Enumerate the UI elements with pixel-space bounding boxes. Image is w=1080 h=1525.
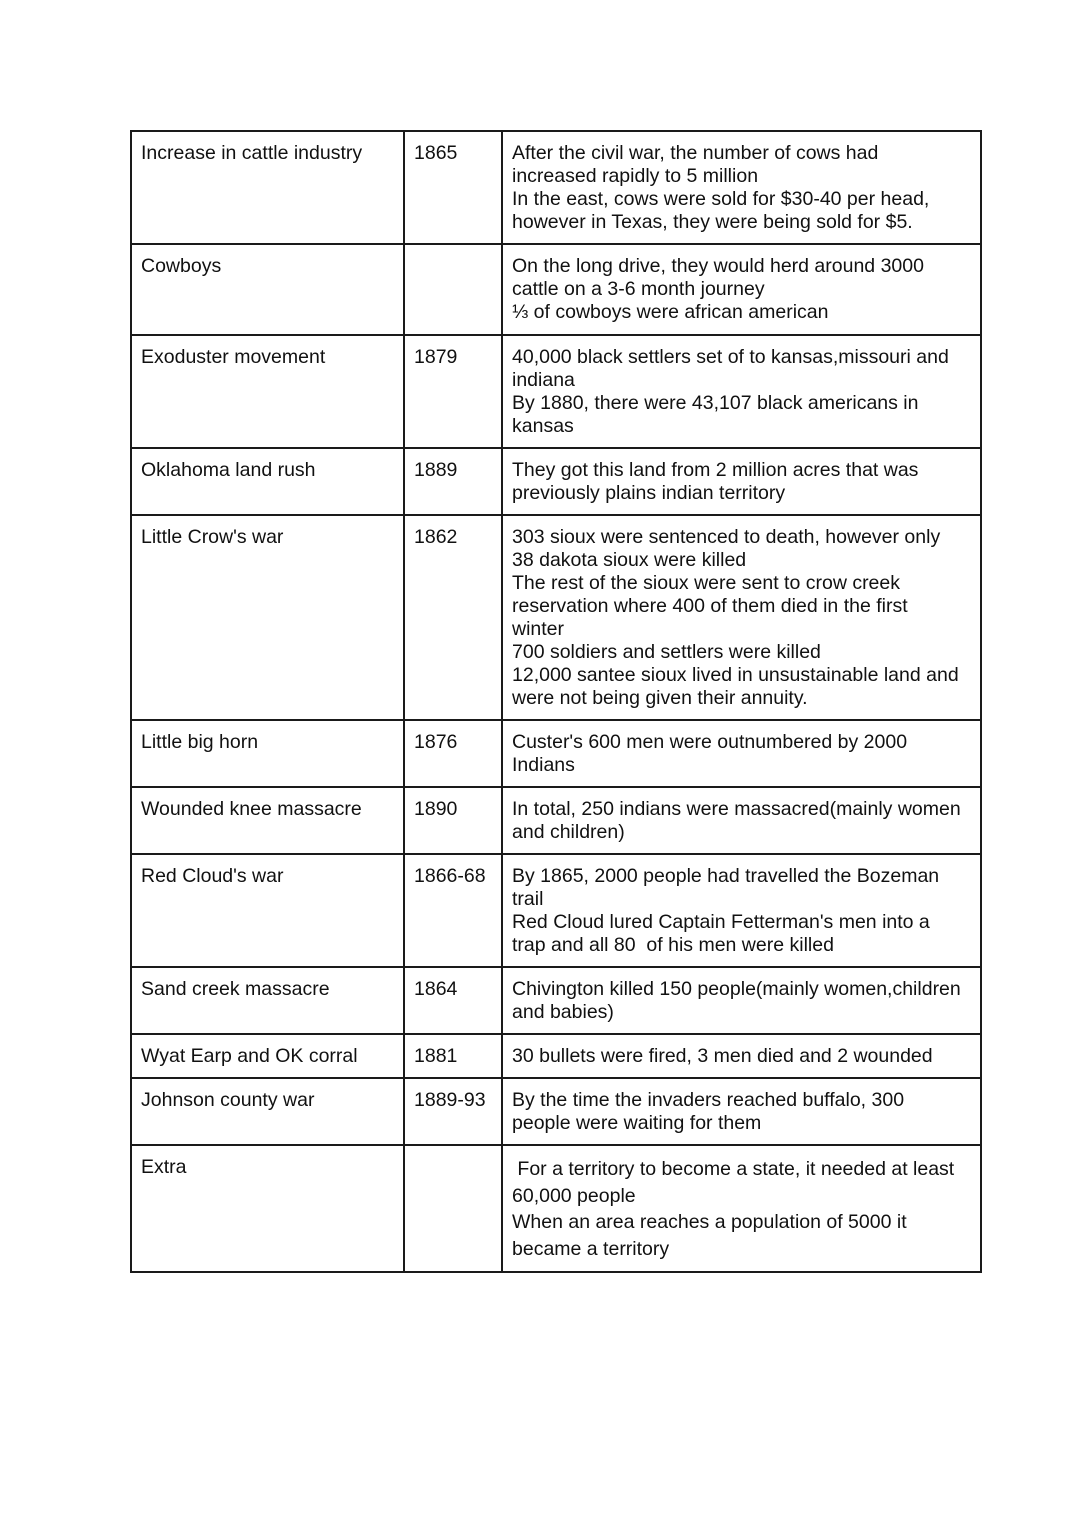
description-line: By 1880, there were 43,107 black americans in [512,392,919,414]
description-line: In the east, cows were sold for $30-40 per head, [512,188,930,210]
event-cell: Oklahoma land rush [131,448,404,515]
table-row [131,448,981,515]
year-cell: 1889-93 [404,1078,502,1145]
description-line: In total, 250 indians were massacred(mainly women [512,798,961,820]
description-line: 60,000 people [512,1184,636,1207]
description-line: By the time the invaders reached buffalo, 300 [512,1089,905,1111]
year-cell: 1862 [404,515,502,720]
description-line: ⅓ of cowboys were african american [512,301,829,323]
year-cell: 1889 [404,448,502,515]
event-cell: Wyat Earp and OK corral [131,1034,404,1078]
year-cell: 1866-68 [404,854,502,967]
description-line: indiana [512,369,575,391]
description-line: 38 dakota sioux were killed [512,549,747,571]
description-line: people were waiting for them [512,1112,762,1134]
year-cell: 1879 [404,335,502,448]
description-line: and children) [512,821,625,843]
description-line: trail [512,888,544,910]
description-cell [502,720,981,787]
event-cell: Sand creek massacre [131,967,404,1034]
description-cell [502,131,981,244]
description-cell [502,335,981,448]
description-cell [502,967,981,1034]
year-cell: 1865 [404,131,502,244]
event-cell: Little big horn [131,720,404,787]
year-cell: 1881 [404,1034,502,1078]
description-line: Custer's 600 men were outnumbered by 2000 [512,731,908,753]
description-cell [502,1078,981,1145]
description-line: 30 bullets were fired, 3 men died and 2 wounded [512,1045,933,1067]
table-row [131,244,981,335]
description-line: previously plains indian territory [512,482,786,504]
year-cell: 1890 [404,787,502,854]
event-cell: Cowboys [131,244,404,335]
description-line: 40,000 black settlers set of to kansas,missouri and [512,346,949,368]
description-line: For a territory to become a state, it needed at least [512,1158,955,1180]
table-row [131,787,981,854]
table-row [131,1034,981,1078]
description-cell [502,448,981,515]
description-cell [502,854,981,967]
event-cell: Johnson county war [131,1078,404,1145]
description-cell [502,515,981,720]
table-row [131,515,981,720]
description-line: 700 soldiers and settlers were killed [512,641,821,663]
table-row [131,1145,981,1272]
table-body [131,131,981,1272]
year-cell: 1876 [404,720,502,787]
description-line: winter [512,618,565,640]
description-line: They got this land from 2 million acres that was [512,459,919,481]
year-cell [404,1145,502,1272]
description-line: When an area reaches a population of 5000 it [512,1211,907,1233]
event-cell: Wounded knee massacre [131,787,404,854]
description-cell [502,244,981,335]
description-line: By 1865, 2000 people had travelled the Bozeman [512,865,940,887]
year-cell: 1864 [404,967,502,1034]
description-cell [502,1034,981,1078]
description-line: After the civil war, the number of cows had [512,142,879,164]
description-line: Indians [512,754,575,776]
table-row [131,967,981,1034]
description-cell [502,787,981,854]
description-line: 12,000 santee sioux lived in unsustainable land and [512,664,959,686]
table-row [131,131,981,244]
table-row [131,854,981,967]
description-line: The rest of the sioux were sent to crow creek [512,572,901,594]
history-notes-table [130,130,982,1273]
description-line: Red Cloud lured Captain Fetterman's men into a [512,911,930,933]
year-cell [404,244,502,335]
event-cell: Extra [131,1145,404,1272]
description-line: and babies) [512,1001,614,1023]
event-cell: Red Cloud's war [131,854,404,967]
description-line: increased rapidly to 5 million [512,165,759,187]
description-line: became a territory [512,1237,670,1260]
description-line: On the long drive, they would herd around 3000 [512,255,924,277]
table-row [131,720,981,787]
description-line: however in Texas, they were being sold for $5. [512,211,913,233]
description-line: Chivington killed 150 people(mainly women,children [512,978,961,1000]
description-line: cattle on a 3-6 month journey [512,278,765,300]
table-row [131,335,981,448]
description-line: reservation where 400 of them died in the first [512,595,908,617]
description-line: trap and all 80 of his men were killed [512,934,834,956]
table-row [131,1078,981,1145]
event-cell: Little Crow's war [131,515,404,720]
event-cell: Increase in cattle industry [131,131,404,244]
event-cell: Exoduster movement [131,335,404,448]
description-line: were not being given their annuity. [512,687,808,709]
description-line: kansas [512,415,574,437]
description-cell [502,1145,981,1272]
description-line: 303 sioux were sentenced to death, however only [512,526,941,548]
